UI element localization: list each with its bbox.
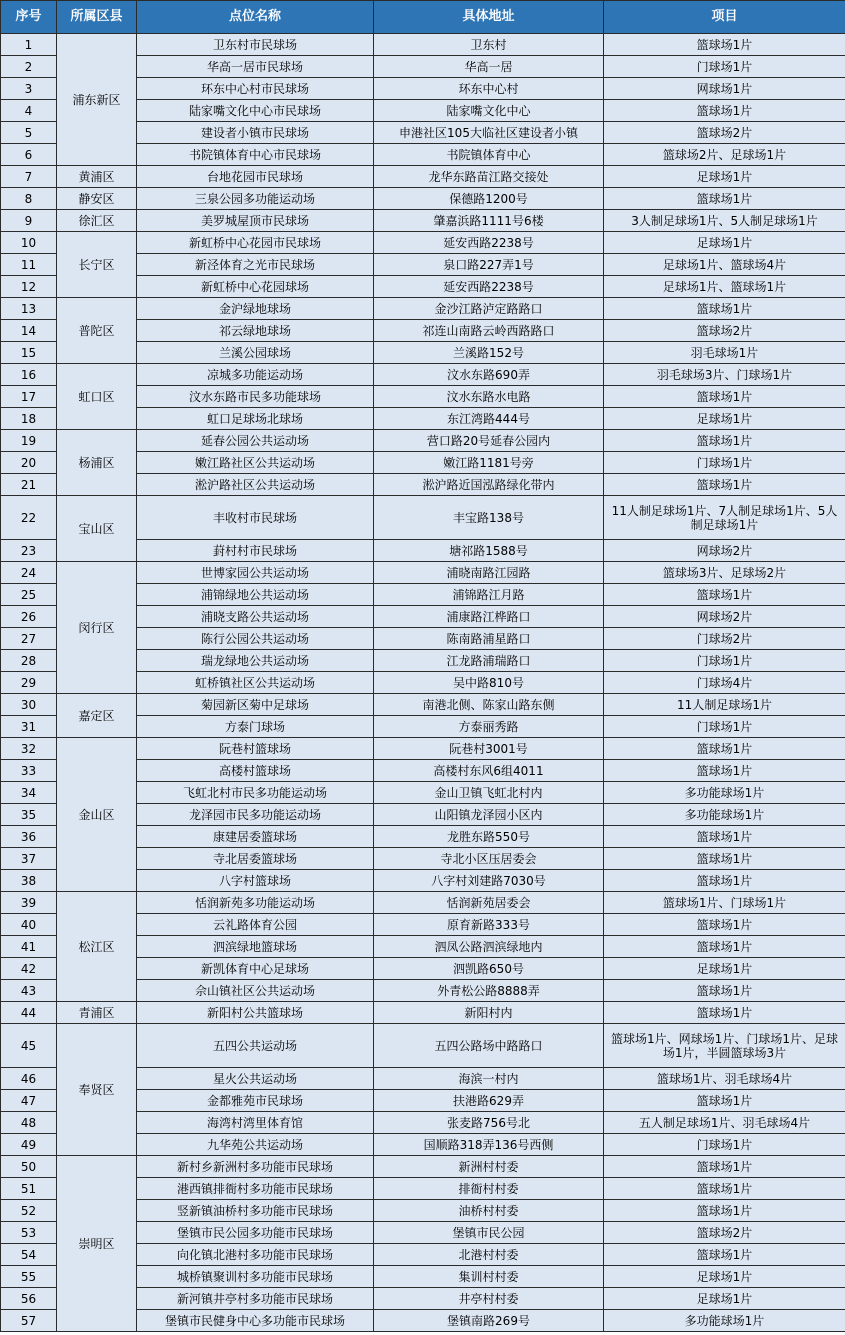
venue-address: 兰溪路152号	[374, 342, 604, 364]
venue-facilities: 足球场1片	[604, 166, 845, 188]
venue-address: 江龙路浦瑞路口	[374, 650, 604, 672]
venue-address: 延安西路2238号	[374, 276, 604, 298]
table-row	[1, 496, 845, 540]
venue-facilities: 足球场1片、篮球场4片	[604, 254, 845, 276]
venue-name: 竖新镇油桥村多功能市民球场	[137, 1200, 374, 1222]
row-index: 9	[1, 210, 57, 232]
venue-address: 八字村刘建路7030号	[374, 870, 604, 892]
venue-facilities: 篮球场1片	[604, 980, 845, 1002]
venue-address: 祁连山南路云岭西路路口	[374, 320, 604, 342]
table-row	[1, 1156, 845, 1178]
venue-address: 海滨一村内	[374, 1068, 604, 1090]
venue-facilities: 门球场1片	[604, 452, 845, 474]
venue-facilities: 门球场2片	[604, 628, 845, 650]
row-index: 22	[1, 496, 57, 540]
row-index: 49	[1, 1134, 57, 1156]
venue-address: 原育新路333号	[374, 914, 604, 936]
venue-address: 延安西路2238号	[374, 232, 604, 254]
venue-address: 南港北侧、陈家山路东侧	[374, 694, 604, 716]
venue-facilities: 足球场1片	[604, 958, 845, 980]
district-cell: 宝山区	[57, 496, 137, 562]
row-index: 32	[1, 738, 57, 760]
district-cell: 奉贤区	[57, 1024, 137, 1156]
venue-name: 丰收村市民球场	[137, 496, 374, 540]
venue-facilities: 门球场1片	[604, 1134, 845, 1156]
venue-address: 金山卫镇飞虹北村内	[374, 782, 604, 804]
venue-facilities: 篮球场1片	[604, 1200, 845, 1222]
venue-address: 龙华东路苗江路交接处	[374, 166, 604, 188]
row-index: 57	[1, 1310, 57, 1332]
venue-facilities: 篮球场1片	[604, 430, 845, 452]
venue-facilities: 足球场1片	[604, 1288, 845, 1310]
venue-address: 井亭村村委	[374, 1288, 604, 1310]
venue-facilities: 篮球场1片	[604, 826, 845, 848]
venue-name: 新凯体育中心足球场	[137, 958, 374, 980]
table-row	[1, 1002, 845, 1024]
venue-facilities: 篮球场1片、网球场1片、门球场1片、足球场1片，半圆篮球场3片	[604, 1024, 845, 1068]
district-cell: 徐汇区	[57, 210, 137, 232]
row-index: 47	[1, 1090, 57, 1112]
venue-address: 吴中路810号	[374, 672, 604, 694]
row-index: 51	[1, 1178, 57, 1200]
venue-address: 国顺路318弄136号西侧	[374, 1134, 604, 1156]
district-cell: 虹口区	[57, 364, 137, 430]
venue-address: 汶水东路690弄	[374, 364, 604, 386]
row-index: 6	[1, 144, 57, 166]
venue-facilities: 篮球场1片	[604, 760, 845, 782]
venue-facilities: 篮球场1片	[604, 1178, 845, 1200]
row-index: 8	[1, 188, 57, 210]
table-row	[1, 562, 845, 584]
venue-name: 龙泽园市民多功能运动场	[137, 804, 374, 826]
venue-address: 山阳镇龙泽园小区内	[374, 804, 604, 826]
venue-facilities: 篮球场1片	[604, 584, 845, 606]
venue-name: 新村乡新洲村多功能市民球场	[137, 1156, 374, 1178]
venue-facilities: 11人制足球场1片、7人制足球场1片、5人制足球场1片	[604, 496, 845, 540]
venue-name: 凉城多功能运动场	[137, 364, 374, 386]
venue-address: 堡镇南路269号	[374, 1310, 604, 1332]
row-index: 34	[1, 782, 57, 804]
venue-facilities: 篮球场1片	[604, 474, 845, 496]
venue-facilities: 篮球场1片	[604, 188, 845, 210]
row-index: 25	[1, 584, 57, 606]
venue-facilities: 多功能球场1片	[604, 804, 845, 826]
table-row	[1, 1024, 845, 1068]
venue-address: 新阳村内	[374, 1002, 604, 1024]
district-cell: 松江区	[57, 892, 137, 1002]
table-row	[1, 298, 845, 320]
venue-name: 新河镇井亭村多功能市民球场	[137, 1288, 374, 1310]
row-index: 23	[1, 540, 57, 562]
venue-address: 泉口路227弄1号	[374, 254, 604, 276]
venue-facilities: 足球场1片、篮球场1片	[604, 276, 845, 298]
venue-address: 浦晓南路江园路	[374, 562, 604, 584]
row-index: 20	[1, 452, 57, 474]
venue-address: 排衙村村委	[374, 1178, 604, 1200]
venue-name: 五四公共运动场	[137, 1024, 374, 1068]
row-index: 16	[1, 364, 57, 386]
venue-name: 三泉公园多功能运动场	[137, 188, 374, 210]
row-index: 44	[1, 1002, 57, 1024]
row-index: 3	[1, 78, 57, 100]
venue-name: 海湾村湾里体育馆	[137, 1112, 374, 1134]
venue-address: 泗凯路650号	[374, 958, 604, 980]
header-facilities: 项目	[604, 1, 845, 34]
table-body	[1, 34, 845, 1332]
district-cell: 静安区	[57, 188, 137, 210]
table-header-row	[1, 1, 845, 34]
venue-name: 虹桥镇社区公共运动场	[137, 672, 374, 694]
venue-address: 阮巷村3001号	[374, 738, 604, 760]
venue-name: 新阳村公共篮球场	[137, 1002, 374, 1024]
row-index: 46	[1, 1068, 57, 1090]
venue-name: 方泰门球场	[137, 716, 374, 738]
table-row	[1, 738, 845, 760]
venue-name: 嫩江路社区公共运动场	[137, 452, 374, 474]
venue-name: 书院镇体育中心市民球场	[137, 144, 374, 166]
row-index: 24	[1, 562, 57, 584]
venue-name: 寺北居委篮球场	[137, 848, 374, 870]
header-venue-name: 点位名称	[137, 1, 374, 34]
venue-facilities: 11人制足球场1片	[604, 694, 845, 716]
venue-name: 高楼村篮球场	[137, 760, 374, 782]
venue-name: 建设者小镇市民球场	[137, 122, 374, 144]
row-index: 41	[1, 936, 57, 958]
venue-facilities: 篮球场1片	[604, 34, 845, 56]
row-index: 50	[1, 1156, 57, 1178]
row-index: 5	[1, 122, 57, 144]
venue-name: 台地花园市民球场	[137, 166, 374, 188]
venue-address: 油桥村村委	[374, 1200, 604, 1222]
venue-facilities: 多功能球场1片	[604, 782, 845, 804]
table-row	[1, 364, 845, 386]
venue-name: 八字村篮球场	[137, 870, 374, 892]
venue-facilities: 篮球场1片	[604, 1002, 845, 1024]
venue-address: 华高一居	[374, 56, 604, 78]
venue-name: 堡镇市民公园多功能市民球场	[137, 1222, 374, 1244]
row-index: 21	[1, 474, 57, 496]
venue-name: 浦锦绿地公共运动场	[137, 584, 374, 606]
venue-name: 城桥镇聚训村多功能市民球场	[137, 1266, 374, 1288]
row-index: 48	[1, 1112, 57, 1134]
venue-facilities: 篮球场1片	[604, 848, 845, 870]
venue-address: 陆家嘴文化中心	[374, 100, 604, 122]
venue-name: 新虹桥中心花园市民球场	[137, 232, 374, 254]
row-index: 31	[1, 716, 57, 738]
venue-name: 兰溪公园球场	[137, 342, 374, 364]
venue-address: 泗凤公路泗滨绿地内	[374, 936, 604, 958]
row-index: 29	[1, 672, 57, 694]
venue-address: 金沙江路泸定路路口	[374, 298, 604, 320]
venue-name: 恬润新苑多功能运动场	[137, 892, 374, 914]
venue-facilities: 足球场1片	[604, 232, 845, 254]
venue-address: 环东中心村	[374, 78, 604, 100]
venue-facilities: 羽毛球场1片	[604, 342, 845, 364]
table-row	[1, 210, 845, 232]
row-index: 2	[1, 56, 57, 78]
venue-address: 丰宝路138号	[374, 496, 604, 540]
row-index: 33	[1, 760, 57, 782]
venue-address: 塘祁路1588号	[374, 540, 604, 562]
venue-name: 葑村村市民球场	[137, 540, 374, 562]
venue-facilities: 门球场1片	[604, 716, 845, 738]
venue-facilities: 篮球场1片	[604, 870, 845, 892]
venue-address: 营口路20号延春公园内	[374, 430, 604, 452]
header-index: 序号	[1, 1, 57, 34]
venue-name: 向化镇北港村多功能市民球场	[137, 1244, 374, 1266]
venue-facilities: 多功能球场1片	[604, 1310, 845, 1332]
row-index: 45	[1, 1024, 57, 1068]
row-index: 18	[1, 408, 57, 430]
venue-name: 华高一居市民球场	[137, 56, 374, 78]
row-index: 17	[1, 386, 57, 408]
venue-address: 外青松公路8888弄	[374, 980, 604, 1002]
venue-address: 嫩江路1181号旁	[374, 452, 604, 474]
venue-address: 浦康路江桦路口	[374, 606, 604, 628]
venue-facilities: 篮球场1片	[604, 100, 845, 122]
venue-name: 菊园新区菊中足球场	[137, 694, 374, 716]
venue-facilities: 篮球场2片、足球场1片	[604, 144, 845, 166]
table-row	[1, 232, 845, 254]
venue-facilities: 篮球场2片	[604, 320, 845, 342]
venue-address: 书院镇体育中心	[374, 144, 604, 166]
district-cell: 金山区	[57, 738, 137, 892]
venue-address: 五四公路场中路路口	[374, 1024, 604, 1068]
district-cell: 普陀区	[57, 298, 137, 364]
venue-facilities: 篮球场1片	[604, 386, 845, 408]
table-row	[1, 188, 845, 210]
venue-address: 北港村村委	[374, 1244, 604, 1266]
district-cell: 嘉定区	[57, 694, 137, 738]
row-index: 1	[1, 34, 57, 56]
row-index: 30	[1, 694, 57, 716]
row-index: 52	[1, 1200, 57, 1222]
venue-name: 虹口足球场北球场	[137, 408, 374, 430]
table-row	[1, 166, 845, 188]
venue-name: 环东中心村市民球场	[137, 78, 374, 100]
venue-facilities: 门球场1片	[604, 650, 845, 672]
venue-facilities: 篮球场1片	[604, 936, 845, 958]
venue-name: 汶水东路市民多功能球场	[137, 386, 374, 408]
venue-address: 肇嘉浜路1111号6楼	[374, 210, 604, 232]
district-cell: 青浦区	[57, 1002, 137, 1024]
venue-name: 阮巷村篮球场	[137, 738, 374, 760]
row-index: 37	[1, 848, 57, 870]
venue-address: 浦锦路江月路	[374, 584, 604, 606]
venue-name: 堡镇市民健身中心多功能市民球场	[137, 1310, 374, 1332]
venue-name: 淞沪路社区公共运动场	[137, 474, 374, 496]
district-cell: 长宁区	[57, 232, 137, 298]
district-cell: 杨浦区	[57, 430, 137, 496]
venue-name: 佘山镇社区公共运动场	[137, 980, 374, 1002]
row-index: 55	[1, 1266, 57, 1288]
table-row	[1, 430, 845, 452]
venue-name: 祁云绿地球场	[137, 320, 374, 342]
venue-address: 淞沪路近国泓路绿化带内	[374, 474, 604, 496]
venue-name: 陈行公园公共运动场	[137, 628, 374, 650]
row-index: 27	[1, 628, 57, 650]
row-index: 40	[1, 914, 57, 936]
district-cell: 黄浦区	[57, 166, 137, 188]
venue-facilities: 3人制足球场1片、5人制足球场1片	[604, 210, 845, 232]
venue-facilities: 篮球场1片	[604, 738, 845, 760]
venue-name: 卫东村市民球场	[137, 34, 374, 56]
row-index: 15	[1, 342, 57, 364]
venue-address: 集训村村委	[374, 1266, 604, 1288]
venue-address: 汶水东路水电路	[374, 386, 604, 408]
venue-name: 星火公共运动场	[137, 1068, 374, 1090]
venue-name: 新泾体育之光市民球场	[137, 254, 374, 276]
venue-facilities: 篮球场1片	[604, 1156, 845, 1178]
venue-facilities: 篮球场3片、足球场2片	[604, 562, 845, 584]
venue-name: 金都雅苑市民球场	[137, 1090, 374, 1112]
venue-name: 延春公园公共运动场	[137, 430, 374, 452]
venue-facilities: 篮球场2片	[604, 1222, 845, 1244]
venue-address: 张麦路756号北	[374, 1112, 604, 1134]
venue-facilities: 篮球场1片	[604, 298, 845, 320]
venue-address: 卫东村	[374, 34, 604, 56]
venue-address: 新洲村村委	[374, 1156, 604, 1178]
venue-address: 陈南路浦星路口	[374, 628, 604, 650]
venue-facilities: 篮球场2片	[604, 122, 845, 144]
venue-name: 世博家园公共运动场	[137, 562, 374, 584]
venue-facilities: 足球场1片	[604, 1266, 845, 1288]
venue-address: 高楼村东风6组4011	[374, 760, 604, 782]
row-index: 39	[1, 892, 57, 914]
venue-facilities: 篮球场1片	[604, 914, 845, 936]
row-index: 26	[1, 606, 57, 628]
district-cell: 崇明区	[57, 1156, 137, 1332]
venue-facilities: 篮球场1片、门球场1片	[604, 892, 845, 914]
row-index: 28	[1, 650, 57, 672]
row-index: 54	[1, 1244, 57, 1266]
venue-name: 飞虹北村市民多功能运动场	[137, 782, 374, 804]
venue-name: 云礼路体育公园	[137, 914, 374, 936]
venue-name: 浦晓支路公共运动场	[137, 606, 374, 628]
row-index: 4	[1, 100, 57, 122]
venue-address: 方泰丽秀路	[374, 716, 604, 738]
row-index: 13	[1, 298, 57, 320]
row-index: 56	[1, 1288, 57, 1310]
venue-facilities: 网球场2片	[604, 606, 845, 628]
venue-address: 东江湾路444号	[374, 408, 604, 430]
venue-name: 港西镇排衙村多功能市民球场	[137, 1178, 374, 1200]
row-index: 11	[1, 254, 57, 276]
table-row	[1, 892, 845, 914]
venue-name: 美罗城屋顶市民球场	[137, 210, 374, 232]
table-row	[1, 34, 845, 56]
district-cell: 闵行区	[57, 562, 137, 694]
venue-address: 龙胜东路550号	[374, 826, 604, 848]
row-index: 36	[1, 826, 57, 848]
row-index: 35	[1, 804, 57, 826]
row-index: 19	[1, 430, 57, 452]
venue-address: 申港社区105大临社区建设者小镇	[374, 122, 604, 144]
row-index: 7	[1, 166, 57, 188]
venue-name: 康建居委篮球场	[137, 826, 374, 848]
venue-facilities: 羽毛球场3片、门球场1片	[604, 364, 845, 386]
row-index: 14	[1, 320, 57, 342]
venue-facilities: 足球场1片	[604, 408, 845, 430]
row-index: 10	[1, 232, 57, 254]
header-district: 所属区县	[57, 1, 137, 34]
venue-address: 保德路1200号	[374, 188, 604, 210]
venue-name: 新虹桥中心花园球场	[137, 276, 374, 298]
venue-name: 陆家嘴文化中心市民球场	[137, 100, 374, 122]
header-address: 具体地址	[374, 1, 604, 34]
venue-facilities: 门球场4片	[604, 672, 845, 694]
venue-name: 泗滨绿地篮球场	[137, 936, 374, 958]
venue-address: 寺北小区压居委会	[374, 848, 604, 870]
venue-facilities: 网球场2片	[604, 540, 845, 562]
row-index: 12	[1, 276, 57, 298]
table-row	[1, 694, 845, 716]
venue-name: 金沪绿地球场	[137, 298, 374, 320]
venue-facilities: 网球场1片	[604, 78, 845, 100]
venue-facilities: 篮球场1片	[604, 1244, 845, 1266]
venue-facilities: 篮球场1片	[604, 1090, 845, 1112]
venue-address: 恬润新苑居委会	[374, 892, 604, 914]
venue-name: 九华苑公共运动场	[137, 1134, 374, 1156]
venue-facilities: 门球场1片	[604, 56, 845, 78]
row-index: 53	[1, 1222, 57, 1244]
row-index: 43	[1, 980, 57, 1002]
venue-facilities: 五人制足球场1片、羽毛球场4片	[604, 1112, 845, 1134]
venue-name: 瑞龙绿地公共运动场	[137, 650, 374, 672]
district-cell: 浦东新区	[57, 34, 137, 166]
venue-address: 堡镇市民公园	[374, 1222, 604, 1244]
row-index: 42	[1, 958, 57, 980]
venue-facilities: 篮球场1片、羽毛球场4片	[604, 1068, 845, 1090]
row-index: 38	[1, 870, 57, 892]
venue-address: 扶港路629弄	[374, 1090, 604, 1112]
